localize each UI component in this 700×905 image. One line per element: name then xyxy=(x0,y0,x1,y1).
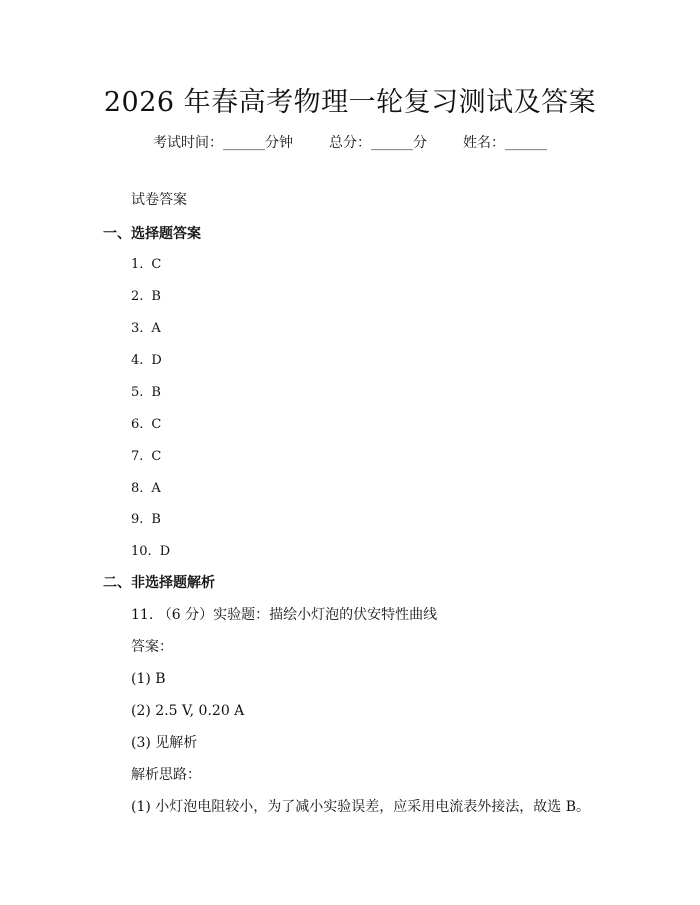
name-field: 姓名：______ xyxy=(463,135,547,151)
exam-time-field: 考试时间：______分钟 xyxy=(153,135,293,151)
mc-answer-number: 10. xyxy=(131,544,152,559)
mc-answer-value: B xyxy=(151,512,161,527)
mc-answer-value: C xyxy=(151,417,162,432)
mc-answer-item xyxy=(131,480,161,498)
mc-answer-value: A xyxy=(151,481,161,496)
q11-answer-part-1: (1) B xyxy=(131,671,166,687)
section-1-heading: 一、选择题答案 xyxy=(103,226,201,242)
mc-answer-number: 7. xyxy=(131,449,144,464)
q11-answer-part-3: (3) 见解析 xyxy=(131,735,198,751)
section-2-heading: 二、非选择题解析 xyxy=(103,575,215,591)
mc-answer-item xyxy=(131,352,162,370)
mc-answer-number: 3. xyxy=(131,321,144,336)
mc-answer-value: D xyxy=(159,544,171,559)
mc-answer-number: 9. xyxy=(131,512,144,527)
mc-answer-item xyxy=(131,543,170,561)
mc-answer-item xyxy=(131,320,161,338)
exam-info-row xyxy=(0,132,700,152)
mc-answer-item xyxy=(131,416,161,434)
answer-heading: 试卷答案 xyxy=(131,192,187,208)
answer-label: 答案： xyxy=(131,639,173,655)
mc-answer-item xyxy=(131,511,161,529)
mc-answer-number: 8. xyxy=(131,481,144,496)
mc-answer-number: 4. xyxy=(131,353,144,368)
analysis-label: 解析思路： xyxy=(131,767,201,783)
question-11-title: 11. （6 分）实验题：描绘小灯泡的伏安特性曲线 xyxy=(131,607,438,623)
mc-answer-item xyxy=(131,256,161,274)
mc-answer-number: 2. xyxy=(131,289,144,304)
mc-answer-value: C xyxy=(151,449,162,464)
mc-answer-item xyxy=(131,384,161,402)
q11-answer-part-2: (2) 2.5 V, 0.20 A xyxy=(131,703,245,719)
mc-answer-value: B xyxy=(151,289,161,304)
mc-answer-value: C xyxy=(151,257,162,272)
mc-answer-item xyxy=(131,448,161,466)
mc-answer-value: B xyxy=(151,385,161,400)
mc-answer-item xyxy=(131,288,161,306)
mc-answer-number: 6. xyxy=(131,417,144,432)
mc-answer-value: D xyxy=(151,353,162,368)
analysis-part-1: (1) 小灯泡电阻较小，为了减小实验误差，应采用电流表外接法，故选 B。 xyxy=(131,799,591,815)
mc-answer-number: 5. xyxy=(131,385,144,400)
document-title: 2026 年春高考物理一轮复习测试及答案 xyxy=(103,87,597,118)
mc-answer-number: 1. xyxy=(131,257,144,272)
mc-answer-value: A xyxy=(151,321,161,336)
total-score-field: 总分：______分 xyxy=(329,135,427,151)
